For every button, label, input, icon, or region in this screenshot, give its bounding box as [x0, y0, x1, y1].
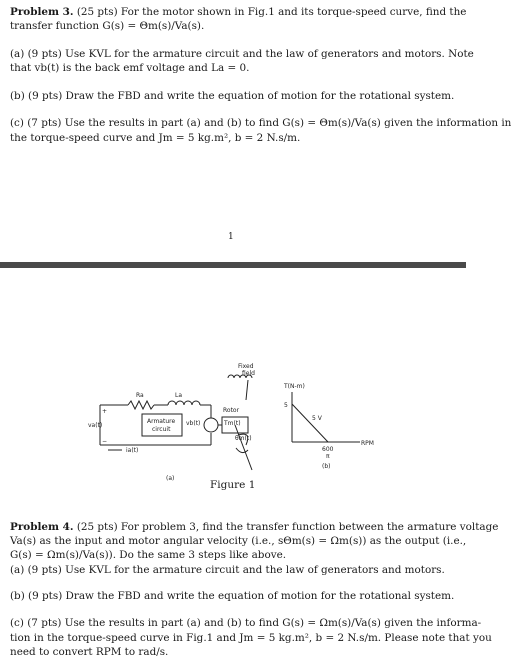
p4-c-2: tion in the torque-speed curve in Fig.1 and Jm = 5 kg.m², b = 2 N.s/m. Please note that you [10, 632, 492, 644]
armature-label-1: Armature [147, 418, 176, 425]
y-tick-label: 5 [284, 402, 288, 409]
y-axis-label: T(N-m) [284, 383, 305, 390]
fixed-field-label-2: field [242, 370, 255, 377]
page-bottom [0, 268, 499, 669]
ia-label: ia(t) [126, 447, 139, 454]
torque-line [292, 404, 328, 442]
p3-a-2: that vb(t) is the back emf voltage and La = 0. [10, 62, 250, 74]
minus-sign: − [102, 438, 108, 445]
p4-line-1 [10, 521, 498, 534]
vb-label: vb(t) [186, 420, 201, 427]
figure-caption: Figure 1 [210, 479, 256, 491]
torque-speed-curve [282, 380, 372, 475]
p3-line-1 [10, 6, 466, 19]
p3-c-1: (c) (7 pts) Use the results in part (a) and (b) to find G(s) = Θm(s)/Va(s) given the information in [10, 117, 511, 129]
p4-intro-2: Va(s) as the input and motor angular velocity (i.e., sΘm(s) = Ωm(s)) as the output (i.e., [10, 535, 467, 547]
part-b-label: (b) [322, 463, 331, 470]
p4-heading: Problem 4. [10, 521, 74, 533]
p3-intro-1: (25 pts) For the motor shown in Fig.1 and its torque-speed curve, find the [76, 6, 467, 18]
p4-intro-3: G(s) = Ωm(s)/Va(s)). Do the same 3 steps like above. [10, 549, 287, 561]
plus-sign: + [102, 408, 108, 415]
ra-label: Ra [136, 392, 144, 399]
armature-label-2: circuit [152, 426, 171, 433]
p4-a: (a) (9 pts) Use KVL for the armature circuit and the law of generators and motors. [10, 564, 445, 576]
p4-b: (b) (9 pts) Draw the FBD and write the equation of motion for the rotational system. [10, 590, 455, 602]
page-top [0, 0, 511, 262]
motor-circuit-diagram [80, 360, 280, 485]
x-axis-label: RPM [361, 440, 374, 447]
p3-c-2: the torque-speed curve and Jm = 5 kg.m², b = 2 N.s/m. [10, 132, 301, 144]
va-label: va(t) [88, 422, 103, 429]
tm-label: Tm(t) [224, 420, 241, 427]
p3-intro-2: transfer function G(s) = Θm(s)/Va(s). [10, 20, 205, 32]
p3-b: (b) (9 pts) Draw the FBD and write the equation of motion for the rotational system. [10, 90, 455, 102]
p3-heading: Problem 3. [10, 6, 74, 18]
x-tick-label-2: π [326, 453, 330, 460]
theta-label: θm(t) [235, 435, 252, 442]
fixed-field-label-1: Fixed [238, 363, 254, 370]
curve-label: 5 V [312, 415, 322, 422]
p4-c-1: (c) (7 pts) Use the results in part (a) and (b) to find G(s) = Ωm(s)/Va(s) given the informa- [10, 617, 482, 629]
part-a-label: (a) [166, 475, 175, 482]
page-number: 1 [228, 232, 234, 242]
p3-a-1: (a) (9 pts) Use KVL for the armature circuit and the law of generators and motors. Note [10, 48, 474, 60]
x-tick-label-1: 600 [322, 446, 334, 453]
rotor-label: Rotor [223, 407, 240, 414]
p4-intro-1: (25 pts) For problem 3, find the transfer function between the armature voltage [76, 521, 499, 533]
p4-c-3: need to convert RPM to rad/s. [10, 646, 169, 658]
la-label: La [175, 392, 183, 399]
